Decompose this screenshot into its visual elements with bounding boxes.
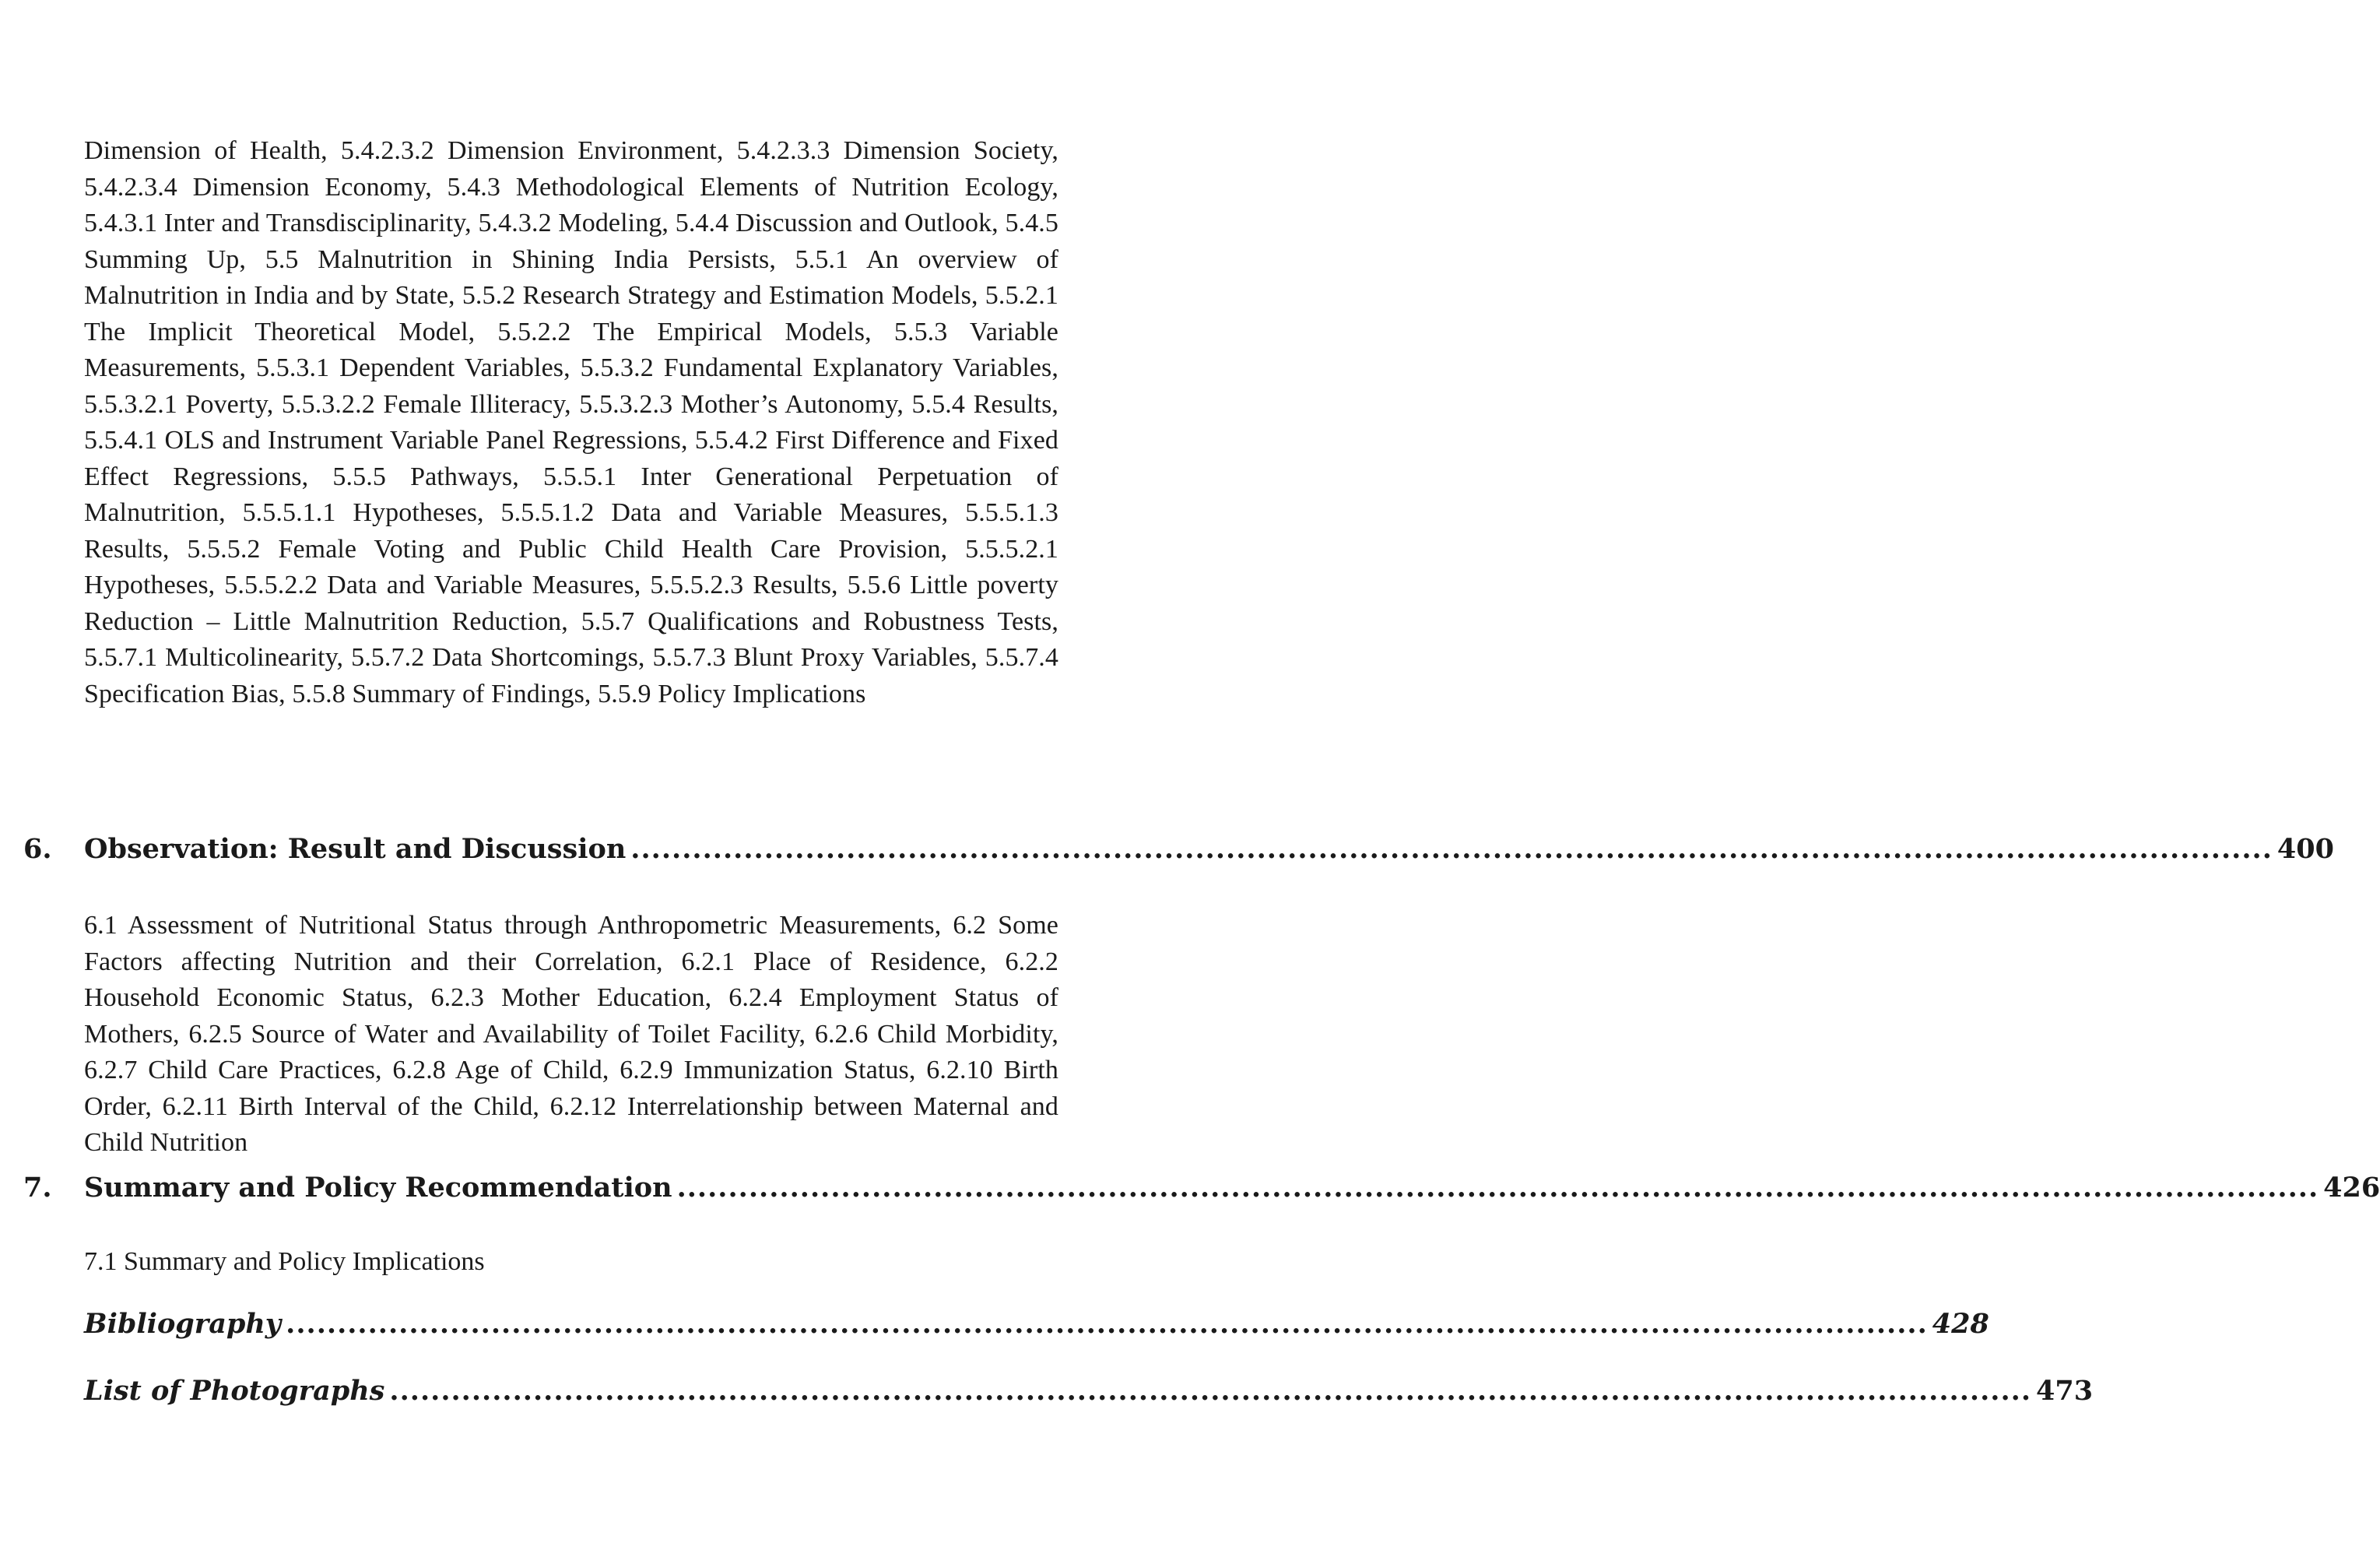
section-title: List of Photographs xyxy=(84,1375,385,1407)
page-number: 426 xyxy=(2323,1172,2380,1204)
page-number: 473 xyxy=(2036,1375,2094,1407)
dot-leader: ................................................................................................................................................................ xyxy=(676,1172,2319,1204)
chapter-5-subsections-continued: Dimension of Health, 5.4.2.3.2 Dimension Environment, 5.4.2.3.3 Dimension Society, 5.4.2.3.4 Dimension Economy, 5.4.3 Methodological Elements of Nutrition Ecology, 5.4.3.1 Inter and Transdisciplinarity, 5.4.3.2 Modeling, 5.4.4 Discussion and Outlook, 5.4.5 Summing Up, 5.5 Malnutrition in Shining India Persists, 5.5.1 An overview of Malnutrition in India and by State, 5.5.2 Research Strategy and Estimation Models, 5.5.2.1 The Implicit Theoretical Model, 5.5.2.2 The Empirical Models, 5.5.3 Variable Measurements, 5.5.3.1 Dependent Variables, 5.5.3.2 Fundamental Explanatory Variables, 5.5.3.2.1 Poverty, 5.5.3.2.2 Female Illiteracy, 5.5.3.2.3 Mother’s Autonomy, 5.5.4 Results, 5.5.4.1 OLS and Instrument Variable Panel Regressions, 5.5.4.2 First Difference and Fixed Effect Regressions, 5.5.5 Pathways, 5.5.5.1 Inter Generational Perpetuation of Malnutrition, 5.5.5.1.1 Hypotheses, 5.5.5.1.2 Data and Variable Measures, 5.5.5.1.3 Results, 5.5.5.2 Female Voting and Public Child Health Care Provision, 5.5.5.2.1 Hypotheses, 5.5.5.2.2 Data and Variable Measures, 5.5.5.2.3 Results, 5.5.6 Little poverty Reduction – Little Malnutrition Reduction, 5.5.7 Qualifications and Robustness Tests, 5.5.7.1 Multicolinearity, 5.5.7.2 Data Shortcomings, 5.5.7.3 Blunt Proxy Variables, 5.5.7.4 Specification Bias, 5.5.8 Summary of Findings, 5.5.9 Policy Implications xyxy=(84,136,1058,708)
toc-entry-chapter-7[interactable] xyxy=(23,1172,2380,1211)
toc-entry-bibliography[interactable] xyxy=(84,1308,1989,1347)
toc-entry-list-of-photographs[interactable] xyxy=(84,1375,2094,1414)
toc-entry-chapter-6[interactable] xyxy=(23,833,2334,872)
chapter-title: Observation: Result and Discussion xyxy=(84,833,627,865)
chapter-6-subsections: 6.1 Assessment of Nutritional Status through Anthropometric Measurements, 6.2 Some Factors affecting Nutrition and their Correlation, 6.2.1 Place of Residence, 6.2.2 Household Economic Status, 6.2.3 Mother Education, 6.2.4 Employment Status of Mothers, 6.2.5 Source of Water and Availability of Toilet Facility, 6.2.6 Child Morbidity, 6.2.7 Child Care Practices, 6.2.8 Age of Child, 6.2.9 Immunization Status, 6.2.10 Birth Order, 6.2.11 Birth Interval of the Child, 6.2.12 Interrelationship between Maternal and Child Nutrition xyxy=(84,911,1058,1157)
dot-leader: ................................................................................................................................................................ xyxy=(389,1375,2031,1407)
page-number: 400 xyxy=(2276,833,2334,865)
dot-leader: ................................................................................................................................................................ xyxy=(630,833,2273,865)
chapter-number: 7. xyxy=(23,1172,52,1204)
chapter-title: Summary and Policy Recommendation xyxy=(84,1172,672,1204)
page-number: 428 xyxy=(1932,1308,1989,1340)
chapter-7-subsections: 7.1 Summary and Policy Implications xyxy=(84,1247,485,1276)
dot-leader: ................................................................................................................................................................ xyxy=(286,1308,1928,1340)
section-title: Bibliography xyxy=(84,1308,282,1340)
chapter-number: 6. xyxy=(23,833,52,865)
